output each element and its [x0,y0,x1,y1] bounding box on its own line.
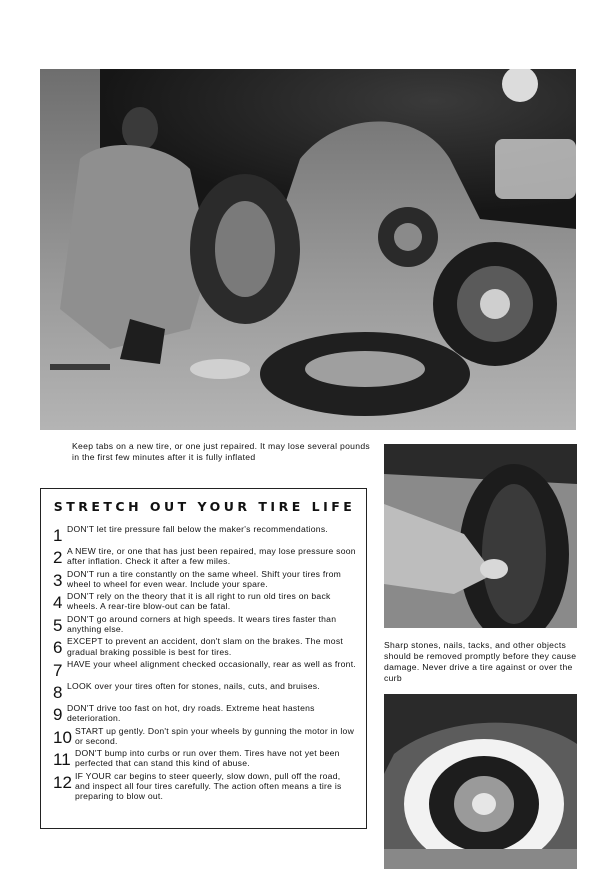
tip-number: 4 [53,593,63,613]
tip-number: 3 [53,570,63,590]
tip-number: 5 [53,615,63,635]
side-photo-caption: Sharp stones, nails, tacks, and other objects should be removed promptly before they cause damage. Never drive a tire against or over the curb [384,640,577,683]
tire-tips-box [40,488,367,829]
tip-item [53,659,356,679]
tip-number: 7 [53,660,63,680]
tip-number: 11 [53,750,71,770]
tip-text: IF YOUR car begins to steer queerly, slow down, pull off the road, and inspect all four tires carefully. The action often means a tire is preparing to blow out. [75,770,342,802]
tip-item [53,546,356,567]
tip-text: DON'T drive too fast on hot, dry roads. Extreme heat hastens deterioration. [67,702,315,724]
tip-text: DON'T let tire pressure fall below the maker's recommendations. [67,524,329,534]
tip-item [53,771,356,802]
tip-item [53,681,356,701]
box-title: STRETCH OUT YOUR TIRE LIFE [53,499,356,514]
tip-text: START up gently. Don't spin your wheels by gunning the motor in low or second. [75,725,355,746]
tips-list [53,524,356,802]
main-photo-caption: Keep tabs on a new tire, or one just repaired. It may lose several pounds in the first few minutes after it is fully inflated [72,441,371,462]
tip-text: DON'T rely on the theory that it is all right to run old tires on back wheels. A rear-tire blow-out can be fatal. [67,591,331,612]
tire-inspection-photo [384,444,577,628]
tip-number: 6 [53,638,63,658]
tip-item [53,703,356,724]
tip-text: DON'T bump into curbs or run over them. Tires have not yet been perfected that can stand this kind of abuse. [75,748,340,769]
main-photo [40,69,576,430]
tip-number: 10 [53,727,72,747]
tip-item [53,614,356,635]
tip-text: A NEW tire, or one that has just been repaired, may lose pressure soon after inflation. Check it after a few miles. [67,546,356,567]
tip-item [53,524,356,544]
tip-number: 8 [53,682,63,702]
whitewall-tire-photo [384,694,577,869]
tip-number: 2 [53,548,63,567]
tip-item [53,591,356,612]
tip-text: HAVE your wheel alignment checked occasionally, rear as well as front. [67,658,356,669]
tip-text: DON'T go around corners at high speeds. It wears tires faster than anything else. [67,613,337,635]
tip-text: LOOK over your tires often for stones, nails, cuts, and bruises. [67,680,320,691]
tip-item [53,748,356,769]
tip-number: 9 [53,704,63,724]
tip-text: EXCEPT to prevent an accident, don't slam on the brakes. The most gradual braking possible is best for tires. [67,636,344,657]
tip-item [53,569,356,590]
tip-number: 12 [53,772,72,792]
tip-text: DON'T run a tire constantly on the same wheel. Shift your tires from wheel to wheel for even wear. Include your spare. [67,568,342,589]
tip-number: 1 [53,526,63,545]
tip-item [53,636,356,657]
tip-item [53,726,356,747]
